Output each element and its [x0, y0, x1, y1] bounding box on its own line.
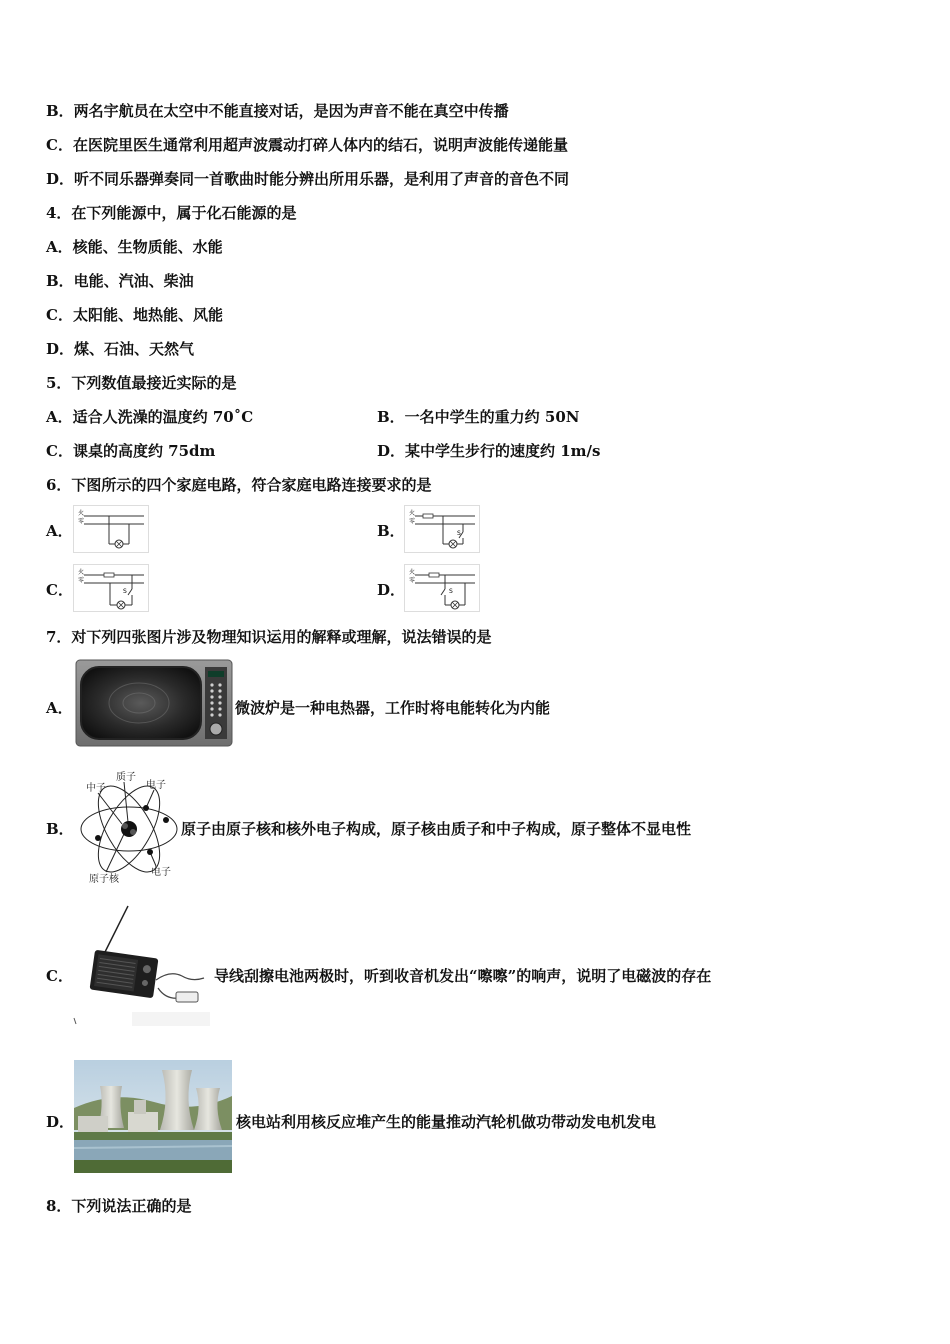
nucleus-dot [121, 821, 137, 837]
river [74, 1140, 232, 1160]
q7-label-d: D． [46, 1113, 75, 1131]
live-wire-label: 火 [409, 569, 416, 576]
q4-stem: 4．在下列能源中，属于化石能源的是 [46, 204, 297, 222]
nuclear-power-station-image [74, 1060, 232, 1173]
radio-battery-experiment-image [72, 904, 212, 1028]
circuit-diagram-d [404, 564, 480, 612]
electron-dot [163, 817, 169, 823]
fuse-icon [104, 573, 114, 577]
switch-label: S [123, 588, 127, 595]
fuse-icon [423, 514, 433, 518]
q5-option-b: B．一名中学生的重力约 50N [377, 408, 580, 426]
q7-text-b: 原子由原子核和核外电子构成，原子核由质子和中子构成，原子整体不显电性 [181, 820, 692, 838]
switch-icon [441, 589, 445, 595]
q4-option-d: D．煤、石油、天然气 [46, 340, 195, 358]
q5-option-c: C．课桌的高度约 75dm [46, 442, 216, 460]
wire-icon [156, 974, 204, 980]
fuse-icon [429, 573, 439, 577]
circuit-diagram-b [404, 505, 480, 553]
q5-option-a: A．适合人洗澡的温度约 70˚C [46, 408, 254, 426]
atom-model-diagram [76, 768, 182, 886]
circuit-diagram-a [73, 505, 149, 553]
q3-option-c: C．在医院里医生通常利用超声波震动打碎人体内的结石，说明声波能传递能量 [46, 136, 568, 154]
q6-label-b: B． [377, 522, 405, 540]
neutron-label: 中子 [86, 783, 106, 794]
q7-text-d: 核电站利用核反应堆产生的能量推动汽轮机做功带动发电机发电 [236, 1113, 657, 1131]
q3-option-b: B．两名宇航员在太空中不能直接对话，是因为声音不能在真空中传播 [46, 102, 509, 120]
q7-label-b: B． [46, 820, 74, 838]
q4-option-a: A．核能、生物质能、水能 [46, 238, 223, 256]
neutral-wire-label: 零 [78, 577, 85, 584]
neutral-wire-label: 零 [409, 577, 416, 584]
q7-label-a: A． [46, 699, 73, 717]
live-wire-label: 火 [78, 569, 85, 576]
q6-stem: 6．下图所示的四个家庭电路，符合家庭电路连接要求的是 [46, 476, 432, 494]
live-wire-label: 火 [409, 510, 416, 517]
nucleus-label: 原子核 [89, 874, 119, 885]
q8-stem: 8．下列说法正确的是 [46, 1197, 192, 1215]
neutral-wire-label: 零 [409, 518, 416, 525]
live-wire-label: 火 [78, 510, 85, 517]
q6-label-a: A． [46, 522, 73, 540]
switch-icon [128, 589, 132, 595]
q6-label-d: D． [377, 581, 406, 599]
q5-stem: 5．下列数值最接近实际的是 [46, 374, 237, 392]
q3-option-d: D．听不同乐器弹奏同一首歌曲时能分辨出所用乐器，是利用了声音的音色不同 [46, 170, 570, 188]
q7-text-c: 导线刮擦电池两极时，听到收音机发出“嚓嚓”的响声，说明了电磁波的存在 [214, 967, 712, 985]
electron-label-bottom: 电子 [151, 867, 171, 878]
circuit-diagram-c [73, 564, 149, 612]
switch-label: S [449, 588, 453, 595]
electron-dot [147, 849, 153, 855]
q7-text-a: 微波炉是一种电热器，工作时将电能转化为内能 [235, 699, 551, 717]
q5-option-d: D．某中学生步行的速度约 1m/s [377, 442, 601, 460]
q7-label-c: C． [46, 967, 73, 985]
neutral-wire-label: 零 [78, 518, 85, 525]
microwave-oven-image [75, 659, 233, 749]
electron-dot [143, 805, 149, 811]
q4-option-c: C．太阳能、地热能、风能 [46, 306, 223, 324]
proton-label: 质子 [116, 772, 136, 783]
switch-label: S [457, 530, 461, 537]
battery-icon [176, 992, 198, 1002]
q6-label-c: C． [46, 581, 73, 599]
electron-label-top: 电子 [146, 780, 166, 791]
q4-option-b: B．电能、汽油、柴油 [46, 272, 194, 290]
q7-stem: 7．对下列四张图片涉及物理知识运用的解释或理解，说法错误的是 [46, 628, 492, 646]
antenna-icon [102, 906, 128, 958]
electron-dot [95, 835, 101, 841]
